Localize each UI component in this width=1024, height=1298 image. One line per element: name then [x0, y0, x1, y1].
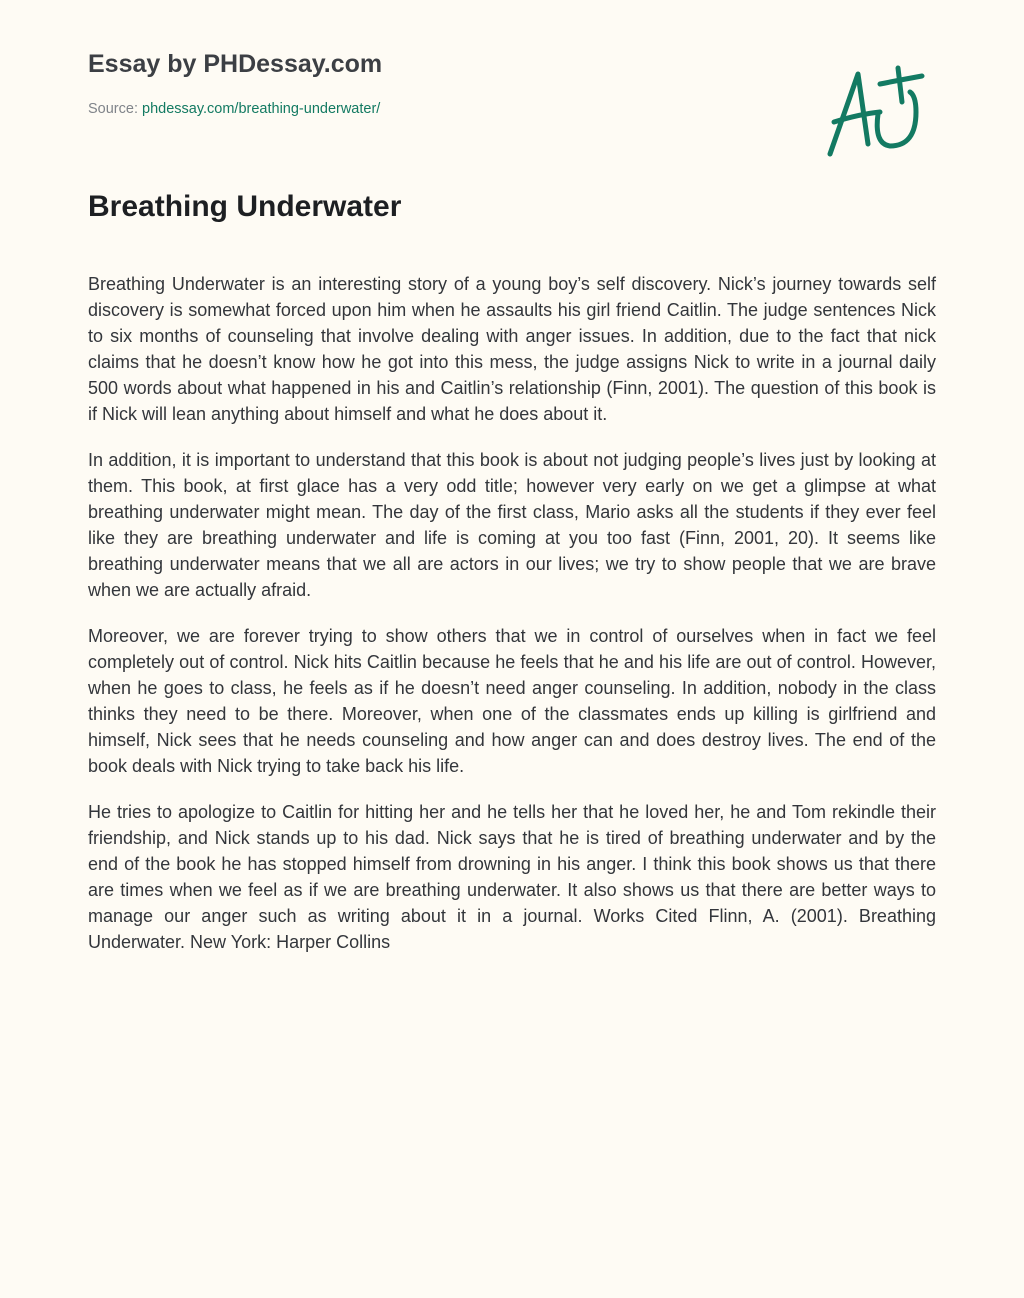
site-brand: Essay by PHDessay.com — [88, 50, 383, 78]
essay-title: Breathing Underwater — [88, 190, 402, 223]
a-plus-logo-icon — [820, 62, 930, 162]
paragraph: Breathing Underwater is an interesting story of a young boy’s self discovery. Nick’s journey towards self discovery is somewhat forced upon him when he assaults his girl friend Caitlin. The judge sentences Nick to six months of counseling that involve dealing with anger issues. In addition, due to the fact that nick claims that he doesn’t know how he got into this mess, the judge assigns Nick to write in a journal daily 500 words about what happened in his and Caitlin’s relationship (Finn, 2001). The question of this book is if Nick will lean anything about himself and what he does about it. — [88, 274, 936, 424]
paragraph: Moreover, we are forever trying to show others that we in control of ourselves when in fact we feel completely out of control. Nick hits Caitlin because he feels that he and his life are out of control. However, when he goes to class, he feels as if he doesn’t need anger counseling. In addition, nobody in the class thinks they need to be there. Moreover, when one of the classmates ends up killing is girlfriend and himself, Nick sees that he needs counseling and how anger can and does destroy lives. The end of the book deals with Nick trying to take back his life. — [88, 626, 936, 776]
source-link[interactable]: phdessay.com/breathing-underwater/ — [142, 101, 381, 117]
paragraph: In addition, it is important to understand that this book is about not judging people’s lives just by looking at them. This book, at first glace has a very odd title; however very early on we get a glimpse at what breathing underwater might mean. The day of the first class, Mario asks all the students if they ever feel like they are breathing underwater and life is coming at you too fast (Finn, 2001, 20). It seems like breathing underwater means that we all are actors in our lives; we try to show people that we are brave when we are actually afraid. — [88, 450, 936, 600]
paragraph: He tries to apologize to Caitlin for hitting her and he tells her that he loved her, he and Tom rekindle their friendship, and Nick stands up to his dad. Nick says that he is tired of breathing underwater and by the end of the book he has stopped himself from drowning in his anger. I think this book shows us that there are times when we feel as if we are breathing underwater. It also shows us that there are better ways to manage our anger such as writing about it in a journal. Works Cited Flinn, A. (2001). Breathing Underwater. New York: Harper Collins — [88, 802, 936, 952]
source-line — [88, 101, 380, 117]
essay-body — [88, 271, 936, 975]
source-label: Source: — [88, 101, 138, 117]
